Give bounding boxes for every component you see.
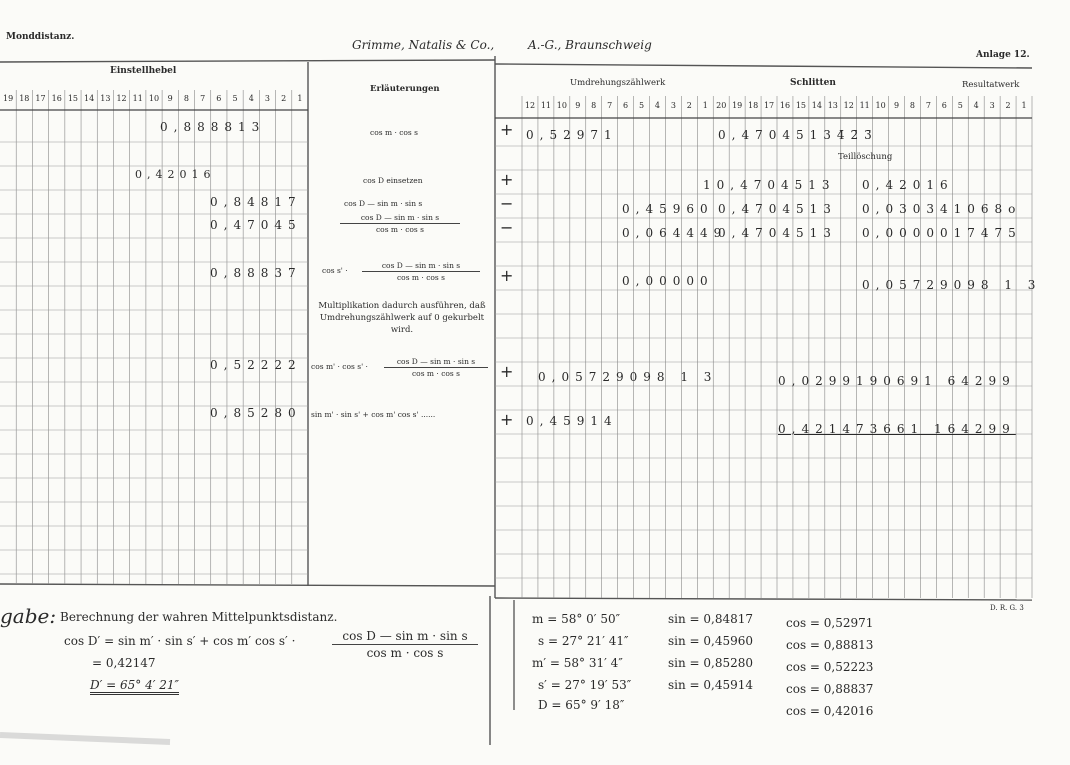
right-row-7-result: 0,421473661 164299 [778, 422, 1016, 436]
sign-row-6: + [500, 362, 514, 381]
left-row-3: 0,84817 [210, 195, 302, 209]
right-column-number: 3 [670, 101, 676, 110]
annex-label: Anlage 12. [976, 50, 1030, 60]
right-column-number: 9 [893, 101, 900, 110]
right-row-5-result: 0,05729098 1 3 [862, 278, 1042, 292]
left-column-number: 1 [297, 94, 303, 103]
right-column-number: 15 [795, 101, 806, 110]
right-row-4-result: 0,000001747̄5 [862, 226, 1022, 240]
explanations-title: Erläuterungen [370, 84, 440, 94]
expl-row-3b-denominator: cos m · cos s [340, 223, 460, 235]
left-column-number: 12 [116, 94, 127, 103]
right-row-6-left: 0,05729098 1 3 [538, 370, 718, 384]
right-column-number: 4 [973, 101, 979, 110]
right-row-3-right: 0,4704513 [718, 202, 837, 216]
expl-row-6-numerator: cos D — sin m · sin s [396, 357, 476, 366]
left-row-2: 0,42016 [135, 168, 216, 181]
right-column-number: 10 [875, 101, 886, 110]
expl-row-2: cos D einsetzen [363, 176, 423, 185]
sign-row-1: + [500, 120, 514, 139]
value-name-D: D = 65° 9′ 18″ [538, 698, 625, 712]
right-column-number: 11 [540, 101, 551, 110]
left-column-number: 19 [3, 94, 14, 103]
right-column-number: 2 [686, 101, 692, 110]
right-column-number: 10 [556, 101, 567, 110]
sign-row-7: + [500, 410, 514, 429]
right-column-number: 5 [638, 101, 645, 110]
company-name: Grimme, Natalis & Co., [352, 38, 495, 52]
right-column-number: 20 [716, 101, 727, 110]
right-column-number: 18 [748, 101, 759, 110]
sign-row-4: − [500, 218, 514, 237]
left-row-5: 0,88837 [210, 266, 302, 280]
value-sin-s: sin = 0,45960 [668, 634, 754, 648]
left-table-title: Einstellhebel [110, 66, 177, 76]
right-column-number: 13 [827, 101, 838, 110]
left-column-number: 13 [100, 94, 111, 103]
value-cos-s: cos = 0,88813 [786, 638, 874, 652]
expl-row-4-prefix: cos s' · [322, 266, 348, 275]
left-column-number: 6 [216, 94, 222, 103]
right-column-number: 8 [909, 101, 916, 110]
expl-row-6-fraction [384, 356, 488, 379]
expl-row-4-denominator: cos m · cos s [362, 271, 480, 283]
right-column-number: 17 [763, 101, 775, 110]
right-row-2-right: 10,4704513 [703, 178, 836, 192]
right-column-number: 1 [1021, 101, 1027, 110]
left-row-7: 0,85280 [210, 406, 302, 420]
right-row-2-result: 0,42016 [862, 178, 954, 192]
right-row-4-right: 0,4704513 [718, 226, 837, 240]
expl-row-4-fraction [362, 260, 480, 283]
right-row-1-right: 0,47045134̄2̄3̄ [718, 128, 878, 142]
left-column-number: 11 [132, 94, 143, 103]
left-column-number: 16 [51, 94, 62, 103]
footer-code: D. R. G. 3 [990, 604, 1024, 612]
right-column-number: 5 [957, 101, 963, 110]
right-column-number: 16 [779, 101, 791, 110]
task-formula-numerator: cos D — sin m · sin s [342, 629, 468, 643]
left-column-number: 3 [264, 94, 270, 103]
task-result: = 0,42147 [92, 656, 156, 670]
left-column-number: 7 [200, 94, 206, 103]
expl-row-5: Multiplikation dadurch ausführen, daß Umdrehungszählwerk auf 0 gekurbelt wird. [318, 301, 486, 335]
schlitten-label: Schlitten [790, 78, 836, 88]
expl-row-1: cos m · cos s [370, 128, 419, 137]
right-row-3-result: 0,030341068o [862, 202, 1022, 216]
right-column-number: 14 [811, 101, 822, 110]
expl-row-7: sin m' · sin s' + cos m' cos s' ...... [311, 410, 436, 419]
task-title: Berechnung der wahren Mittelpunktsdistanz. [60, 610, 338, 624]
right-column-number: 6 [941, 101, 947, 110]
left-row-6: 0,52222 [210, 358, 302, 372]
left-column-number: 18 [19, 94, 30, 103]
left-column-number: 14 [84, 94, 95, 103]
left-column-number: 5 [232, 94, 238, 103]
value-sin-m: sin = 0,84817 [668, 612, 754, 626]
right-row-1-left: 0,52971 [526, 128, 618, 142]
left-column-number: 9 [167, 94, 173, 103]
left-row-1: 0,888813 [160, 120, 266, 134]
right-column-number: 12 [843, 101, 854, 110]
value-name-s-prime: s′ = 27° 19′ 53″ [538, 678, 632, 692]
right-row-7-left: 0,45914 [526, 414, 618, 428]
teilloeschung-label: Teillöschung [838, 152, 893, 162]
resultat-label: Resultatwerk [962, 80, 1020, 90]
right-row-6-result: 0,0299190691 64299 [778, 374, 1016, 388]
value-name-m: m = 58° 0′ 50″ [532, 612, 621, 626]
right-row-3-left: 0,45960 [622, 202, 714, 216]
left-column-number: 2 [281, 94, 287, 103]
right-column-number: 3 [989, 101, 995, 110]
left-column-number: 10 [148, 94, 160, 103]
right-column-number: 2 [1005, 101, 1011, 110]
expl-row-3a: cos D — sin m · sin s [344, 199, 423, 208]
value-sin-m-prime: sin = 0,85280 [668, 656, 754, 670]
left-column-number: 17 [35, 94, 46, 103]
left-column-number: 8 [183, 94, 189, 103]
expl-row-6-prefix: cos m' · cos s' · [311, 362, 368, 371]
value-cos-m: cos = 0,52971 [786, 616, 874, 630]
value-name-s: s = 27° 21′ 41″ [538, 634, 629, 648]
right-row-5-left: 0,00000 [622, 274, 714, 288]
right-column-number: 8 [591, 101, 597, 110]
expl-row-6-denominator: cos m · cos s [384, 367, 488, 379]
value-cos-m-prime: cos = 0,52223 [786, 660, 874, 674]
left-row-4: 0,47045 [210, 218, 302, 232]
sign-row-3: − [500, 194, 514, 213]
value-name-m-prime: m′ = 58° 31′ 4″ [532, 656, 623, 670]
task-label: gabe: [0, 604, 57, 628]
right-column-number: 12 [524, 101, 536, 110]
sign-row-5: + [500, 266, 514, 285]
right-column-number: 19 [732, 101, 743, 110]
left-column-number: 4 [248, 94, 254, 103]
right-column-number: 9 [575, 101, 581, 110]
right-column-number: 1 [702, 101, 708, 110]
expl-row-4-numerator: cos D — sin m · sin s [381, 261, 461, 270]
umdrehung-label: Umdrehungszählwerk [570, 78, 666, 88]
company-city: A.-G., Braunschweig [528, 38, 652, 52]
expl-row-3b-fraction [340, 212, 460, 235]
sign-row-2: + [500, 170, 514, 189]
expl-row-3b-numerator: cos D — sin m · sin s [360, 213, 440, 222]
right-row-4-left: 0,064449 [622, 226, 728, 240]
task-formula-fraction [332, 628, 478, 661]
left-column-number: 15 [67, 94, 79, 103]
right-column-number: 7 [607, 101, 613, 110]
right-column-number: 4 [654, 101, 661, 110]
right-column-number: 7 [925, 101, 931, 110]
left-title: Monddistanz. [6, 32, 75, 42]
task-formula-denominator: cos m · cos s [332, 644, 478, 661]
value-cos-s-prime: cos = 0,88837 [786, 682, 874, 696]
right-column-number: 6 [623, 101, 629, 110]
task-final-angle: D′ = 65° 4′ 21″ [90, 678, 179, 695]
value-sin-s-prime: sin = 0,45914 [668, 678, 754, 692]
right-column-number: 11 [859, 101, 870, 110]
value-cos-D: cos = 0,42016 [786, 704, 874, 718]
task-formula-lhs: cos D′ = sin m′ · sin s′ + cos m′ cos s′ · [64, 634, 296, 648]
